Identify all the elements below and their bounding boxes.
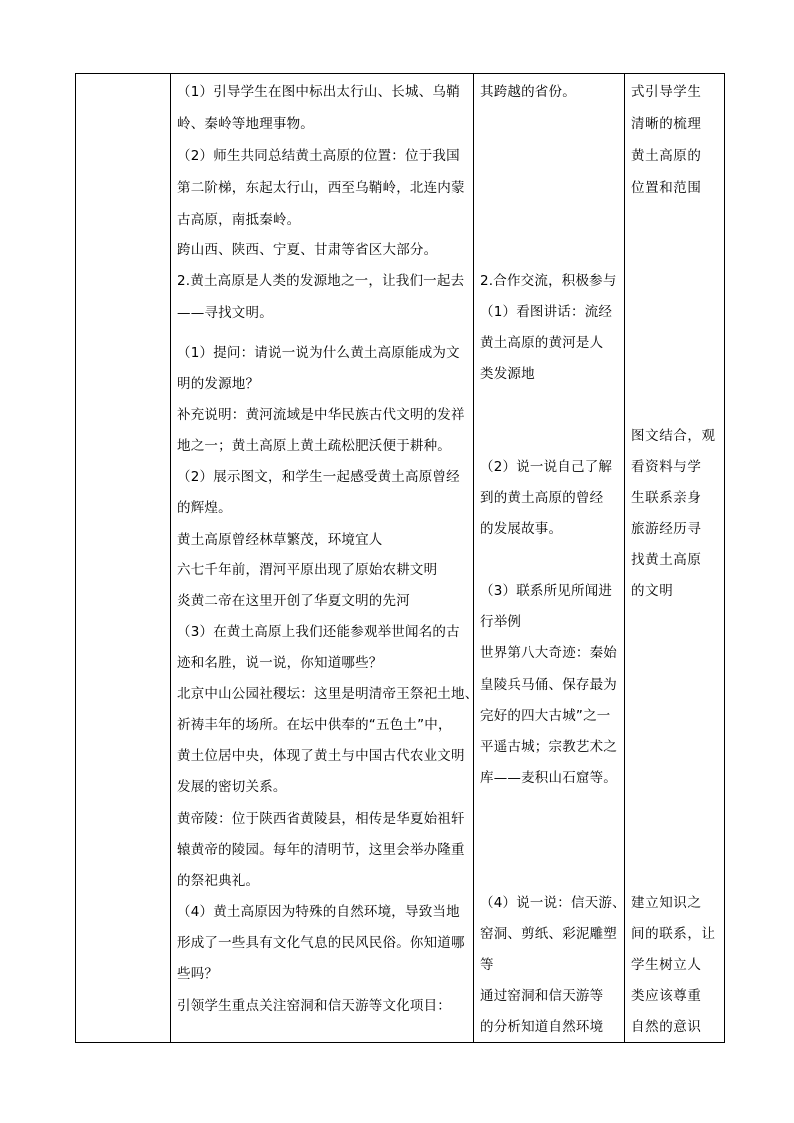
blank-column-cell xyxy=(76,74,171,1043)
text-line: （2）展示图文，和学生一起感受黄土高原曾经 xyxy=(177,469,460,485)
text-line: 位置和范围 xyxy=(631,180,702,196)
text-line: 岭、秦岭等地理事物。 xyxy=(177,116,314,132)
text-line: 的祭祀典礼。 xyxy=(177,873,260,889)
text-line: 皇陵兵马俑、保存最为 xyxy=(480,677,617,693)
text-line: （1）引导学生在图中标出太行山、长城、乌鞘 xyxy=(177,84,460,100)
text-line: ——寻找文明。 xyxy=(177,305,273,321)
text-line: 窑洞、剪纸、彩泥雕塑 xyxy=(480,926,617,942)
text-line: 明的发源地？ xyxy=(177,376,260,392)
text-line: 黄帝陵：位于陕西省黄陵县，相传是华夏始祖轩 xyxy=(177,811,465,827)
text-line: 完好的四大古城”之一 xyxy=(480,708,611,724)
text-line: 建立知识之 xyxy=(631,895,702,911)
text-line: 类发源地 xyxy=(480,366,535,382)
text-line: 古高原，南抵秦岭。 xyxy=(177,212,301,228)
text-line: （3）在黄土高原上我们还能参观举世闻名的古 xyxy=(177,624,460,640)
text-line: （2）说一说自己了解 xyxy=(480,459,613,475)
text-line: 黄土高原的黄河是人 xyxy=(480,335,604,351)
text-line: （1）提问：请说一说为什么黄土高原能成为文 xyxy=(177,345,460,361)
text-line: 黄土高原曾经林草繁茂，环境宜人 xyxy=(177,532,383,548)
text-line: 到的黄土高原的曾经 xyxy=(480,490,604,506)
text-line: 间的联系，让 xyxy=(631,926,716,942)
text-line: 些吗？ xyxy=(177,966,219,982)
text-line: 看资料与学 xyxy=(631,459,702,475)
text-line: 黄土高原的 xyxy=(631,148,702,164)
lesson-plan-table xyxy=(75,73,725,1043)
text-line: 北京中山公园社稷坛：这里是明清帝王祭祀土地、 xyxy=(177,686,479,702)
text-line: 生联系亲身 xyxy=(631,490,702,506)
text-line: 的辉煌。 xyxy=(177,500,232,516)
text-line: （3）联系所见所闻进 xyxy=(480,583,613,599)
text-line: 补充说明：黄河流域是中华民族古代文明的发祥 xyxy=(177,407,465,423)
text-line: （1）看图讲话：流经 xyxy=(480,304,613,320)
text-line: 旅游经历寻 xyxy=(631,521,702,537)
text-line: 通过窑洞和信天游等 xyxy=(480,988,604,1004)
text-line: （4）黄土高原因为特殊的自然环境，导致当地 xyxy=(177,904,460,920)
text-line: （2）师生共同总结黄土高原的位置：位于我国 xyxy=(177,148,460,164)
text-line: 地之一；黄土高原上黄土疏松肥沃便于耕种。 xyxy=(177,438,451,454)
text-line: 祈祷丰年的场所。在坛中供奉的“五色土”中， xyxy=(177,717,452,733)
text-line: （4）说一说：信天游、 xyxy=(480,895,626,911)
text-line: 形成了一些具有文化气息的民风民俗。你知道哪 xyxy=(177,935,465,951)
text-line: 学生树立人 xyxy=(631,957,702,973)
text-line: 炎黄二帝在这里开创了华夏文明的先河 xyxy=(177,593,410,609)
text-line: 的发展故事。 xyxy=(480,521,563,537)
text-line: 自然的意识 xyxy=(631,1019,702,1035)
design-intent-cell xyxy=(625,74,725,1043)
text-line: 引领学生重点关注窑洞和信天游等文化项目： xyxy=(177,998,451,1014)
text-line: 的分析知道自然环境 xyxy=(480,1019,604,1035)
text-line: 库——麦积山石窟等。 xyxy=(480,770,617,786)
text-line: 找黄土高原 xyxy=(631,552,702,568)
teacher-activity-cell xyxy=(171,74,479,1043)
text-line: 黄土位居中央，体现了黄土与中国古代农业文明 xyxy=(177,748,465,764)
text-line: 迹和名胜，说一说，你知道哪些？ xyxy=(177,655,383,671)
text-line: 2.合作交流，积极参与 xyxy=(480,273,617,289)
text-line: 其跨越的省份。 xyxy=(480,84,576,100)
text-line: 图文结合，观 xyxy=(631,428,716,444)
text-line: 2.黄土高原是人类的发源地之一，让我们一起去 xyxy=(177,273,465,289)
student-activity-cell xyxy=(474,74,625,1043)
text-line: 辕黄帝的陵园。每年的清明节，这里会举办隆重 xyxy=(177,842,465,858)
text-line: 平遥古城；宗教艺术之 xyxy=(480,739,617,755)
text-line: 行举例 xyxy=(480,614,522,630)
text-line: 的文明 xyxy=(631,583,674,599)
text-line: 类应该尊重 xyxy=(631,988,702,1004)
text-line: 第二阶梯，东起太行山，西至乌鞘岭，北连内蒙 xyxy=(177,180,465,196)
text-line: 世界第八大奇迹：秦始 xyxy=(480,645,617,661)
text-line: 跨山西、陕西、宁夏、甘肃等省区大部分。 xyxy=(177,242,438,258)
text-line: 发展的密切关系。 xyxy=(177,779,287,795)
table-row xyxy=(76,74,725,1043)
text-line: 清晰的梳理 xyxy=(631,116,702,132)
text-line: 六七千年前，渭河平原出现了原始农耕文明 xyxy=(177,562,438,578)
text-line: 式引导学生 xyxy=(631,84,702,100)
text-line: 等 xyxy=(480,957,494,973)
